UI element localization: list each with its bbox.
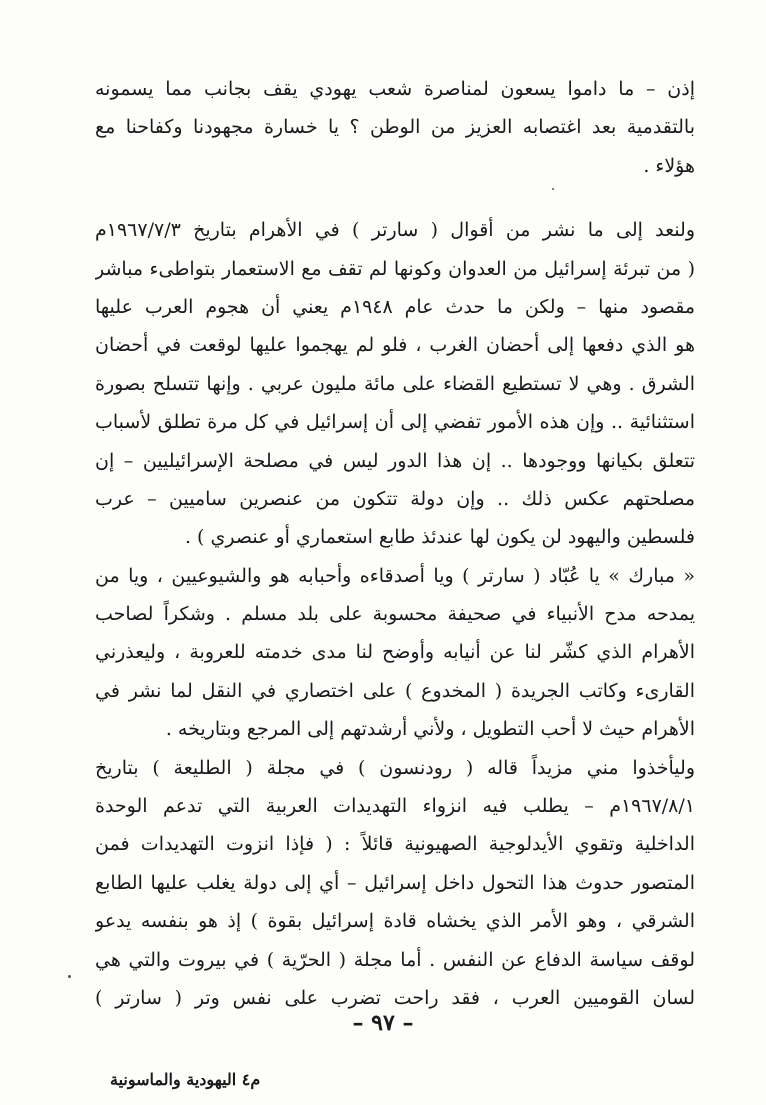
body-text: [95, 70, 695, 1017]
text-line: إذن – ما داموا يسعون لمناصرة شعب يهودي يقف بجانب مما يسمونه: [95, 78, 695, 100]
text-line: « مبارك » يا عُبّاد ( سارتر ) ويا أصدقاءه وأحبابه هو والشيوعيين ، ويا من: [95, 564, 695, 587]
text-line: هؤلاء .: [643, 154, 695, 177]
paper-speck-icon: [552, 188, 554, 190]
text-line: هو الذي دفعها إلى أحضان الغرب ، فلو لم يهجموا عليها لوقعت في أحضان: [95, 334, 695, 357]
text-line: فلسطين واليهود لن يكون لها عندئذ طابع استعماري أو عنصري ) .: [184, 526, 695, 549]
text-line: ( من تبرئة إسرائيل من العدوان وكونها لم تقف مع الاستعمار بتواطىء مباشر: [95, 257, 695, 280]
text-line: الأهرام حيث لا أحب التطويل ، ولأني أرشدتهم إلى المرجع وبتاريخه .: [165, 718, 695, 741]
page-number: – ٩٧ –: [352, 1010, 414, 1036]
text-line: تتعلق بكيانها ووجودها .. إن هذا الدور ليس في مصلحة الإسرائيليين – إن: [95, 449, 695, 472]
text-line: وليأخذوا مني مزيداً قاله ( رودنسون ) في مجلة ( الطليعة ) بتاريخ: [95, 756, 695, 779]
text-line: استثنائية .. وإن هذه الأمور تفضي إلى أن إسرائيل في كل مرة تطلق لأسباب: [95, 411, 695, 434]
text-line: الأهرام الذي كشّر لنا عن أنيابه وأوضح لنا مدى خدمته للعروبة ، وليعذرني: [95, 641, 695, 664]
text-line: ١٩٦٧/٨/١م – يطلب فيه انزواء التهديدات العربية التي تدعم الوحدة: [95, 795, 695, 818]
text-line: الشرق . وهي لا تستطيع القضاء على مائة مليون عربي . وإنها تتسلح بصورة: [95, 372, 695, 395]
text-line: يمدحه مدح الأنبياء في صحيفة محسوبة على بلد مسلم . وشكراً لصاحب: [95, 603, 695, 626]
footer-signature-mark: م٤ اليهودية والماسونية: [110, 1070, 261, 1089]
text-line: لسان القوميين العرب ، فقد راحت تضرب على نفس وتر ( سارتر ): [95, 986, 695, 1009]
text-line: القارىء وكاتب الجريدة ( المخدوع ) على اختصاري في النقل لما نشر في: [95, 679, 695, 702]
margin-speck-icon: [68, 975, 71, 978]
text-line: الداخلية وتقوي الأيدلوجية الصهيونية قائلاً : ( فإذا انزوت التهديدات فمن: [95, 833, 695, 856]
text-line: المتصور حدوث هذا التحول داخل إسرائيل – أي إلى دولة يغلب عليها الطابع: [95, 871, 695, 894]
text-line: لوقف سياسة الدفاع عن النفس . أما مجلة ( الحرّية ) في بيروت والتي هي: [95, 948, 695, 971]
text-line: مقصود منها – ولكن ما حدث عام ١٩٤٨م يعني أن هجوم العرب عليها: [95, 295, 695, 318]
text-line: مصلحتهم عكس ذلك .. وإن دولة تتكون من عنصرين ساميين – عرب: [95, 487, 695, 510]
text-line: ولنعد إلى ما نشر من أقوال ( سارتر ) في الأهرام بتاريخ ١٩٦٧/٧/٣م: [95, 219, 695, 242]
text-line: بالتقدمية بعد اغتصابه العزيز من الوطن ؟ يا خسارة مجهودنا وكفاحنا مع: [95, 116, 695, 139]
text-line: الشرقي ، وهو الأمر الذي يخشاه قادة إسرائيل بقوة ) إذ هو بنفسه يدعو: [95, 910, 695, 933]
paragraph-gap: [95, 185, 695, 211]
